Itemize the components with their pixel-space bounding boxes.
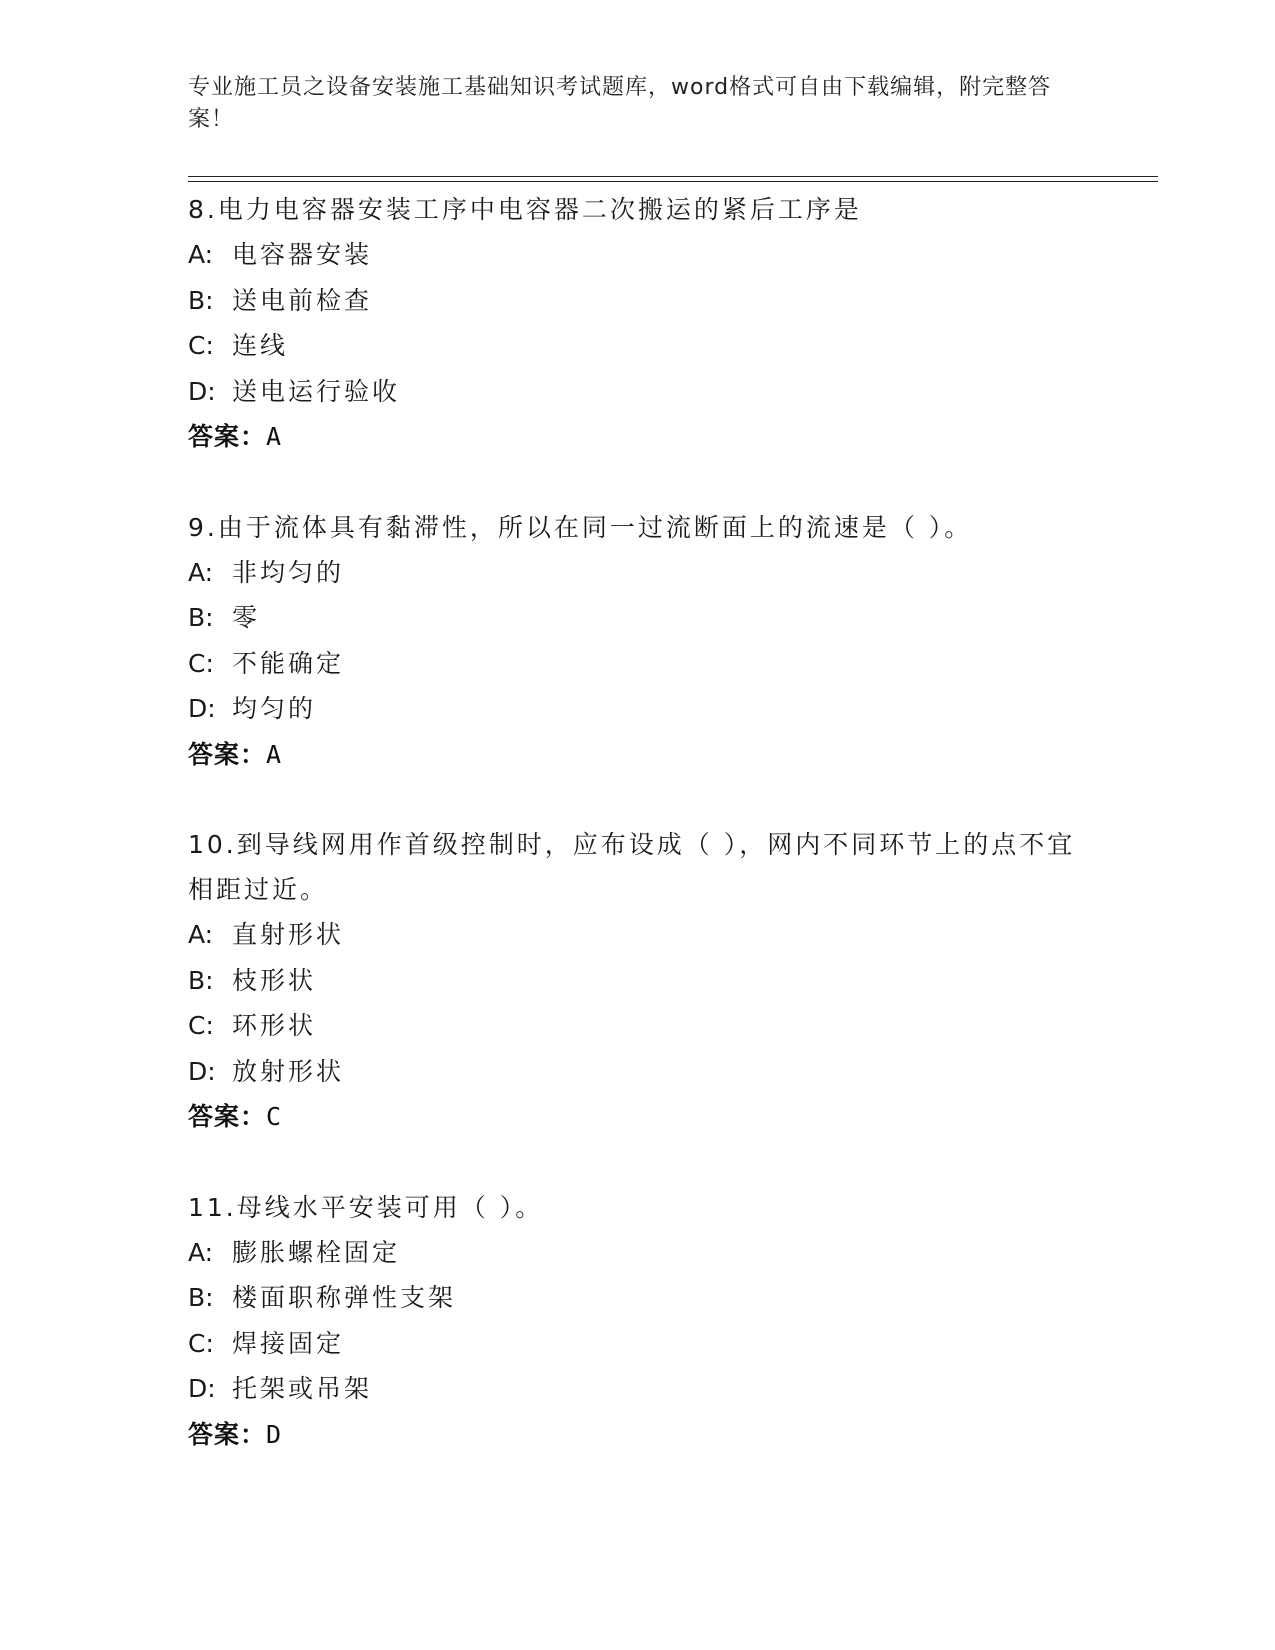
answer-value: A bbox=[266, 739, 283, 769]
option-letter: A: bbox=[188, 240, 214, 269]
option-a bbox=[188, 912, 1088, 958]
option-d bbox=[188, 1366, 1088, 1412]
option-text: 零 bbox=[232, 603, 261, 632]
option-c bbox=[188, 1321, 1088, 1367]
answer-line bbox=[188, 1094, 1088, 1140]
option-letter: B: bbox=[188, 285, 214, 315]
answer-label: 答案： bbox=[188, 739, 267, 769]
question-title: 10.到导线网用作首级控制时，应布设成（ ），网内不同环节上的点不宜相距过近。 bbox=[188, 830, 1076, 904]
answer-line bbox=[188, 414, 1088, 460]
option-text: 直射形状 bbox=[232, 920, 345, 949]
option-a bbox=[188, 232, 1088, 278]
question-list bbox=[188, 187, 1088, 1457]
option-b bbox=[188, 958, 1088, 1004]
option-text: 膨胀螺栓固定 bbox=[232, 1237, 401, 1267]
question-10 bbox=[188, 822, 1088, 1140]
option-letter: C: bbox=[188, 1011, 214, 1040]
option-text: 楼面职称弹性支架 bbox=[232, 1283, 457, 1312]
option-letter: D: bbox=[188, 376, 216, 406]
option-letter: D: bbox=[188, 1374, 216, 1403]
answer-value: D bbox=[266, 1419, 283, 1449]
option-letter: A: bbox=[188, 920, 214, 949]
option-a bbox=[188, 550, 1088, 596]
option-text: 环形状 bbox=[232, 1011, 317, 1040]
question-title: 9.由于流体具有黏滞性，所以在同一过流断面上的流速是（ ）。 bbox=[188, 512, 973, 542]
option-b bbox=[188, 278, 1088, 324]
option-text: 电容器安装 bbox=[232, 240, 373, 269]
question-spacer bbox=[188, 777, 1088, 822]
option-text: 不能确定 bbox=[232, 648, 345, 678]
option-letter: C: bbox=[188, 331, 214, 360]
option-b bbox=[188, 595, 1088, 641]
answer-label: 答案： bbox=[188, 1102, 267, 1131]
option-letter: B: bbox=[188, 1283, 214, 1312]
option-text: 放射形状 bbox=[232, 1056, 345, 1086]
option-text: 均匀的 bbox=[232, 694, 317, 723]
option-d bbox=[188, 1049, 1088, 1095]
option-letter: D: bbox=[188, 694, 216, 723]
option-c bbox=[188, 1003, 1088, 1049]
question-8 bbox=[188, 187, 1088, 460]
question-9 bbox=[188, 505, 1088, 778]
option-c bbox=[188, 323, 1088, 369]
option-letter: D: bbox=[188, 1056, 216, 1086]
question-title: 11.母线水平安装可用（ ）。 bbox=[188, 1192, 544, 1222]
option-text: 焊接固定 bbox=[232, 1328, 345, 1358]
question-spacer bbox=[188, 460, 1088, 505]
option-a bbox=[188, 1230, 1088, 1276]
option-letter: B: bbox=[188, 965, 214, 995]
option-c bbox=[188, 641, 1088, 687]
answer-label: 答案： bbox=[188, 422, 267, 451]
option-letter: C: bbox=[188, 1328, 214, 1358]
question-title: 8.电力电容器安装工序中电容器二次搬运的紧后工序是 bbox=[188, 195, 862, 224]
option-text: 托架或吊架 bbox=[232, 1374, 373, 1403]
question-11 bbox=[188, 1185, 1088, 1458]
header-divider-bottom bbox=[188, 181, 1158, 182]
option-text: 枝形状 bbox=[232, 965, 317, 995]
option-text: 送电前检查 bbox=[232, 285, 373, 315]
option-letter: B: bbox=[188, 603, 214, 632]
answer-line bbox=[188, 1412, 1088, 1458]
option-text: 非均匀的 bbox=[232, 557, 345, 587]
option-text: 连线 bbox=[232, 331, 289, 360]
option-letter: C: bbox=[188, 648, 214, 678]
answer-line bbox=[188, 732, 1088, 778]
option-d bbox=[188, 686, 1088, 732]
option-d bbox=[188, 369, 1088, 415]
option-text: 送电运行验收 bbox=[232, 376, 401, 406]
answer-value: C bbox=[266, 1102, 283, 1131]
document-header: 专业施工员之设备安装施工基础知识考试题库，word格式可自由下载编辑，附完整答案！ bbox=[188, 75, 1052, 132]
option-letter: A: bbox=[188, 1237, 214, 1267]
header-divider-top bbox=[188, 176, 1158, 177]
answer-label: 答案： bbox=[188, 1419, 267, 1449]
question-spacer bbox=[188, 1140, 1088, 1185]
option-letter: A: bbox=[188, 557, 214, 587]
answer-value: A bbox=[266, 422, 283, 451]
option-b bbox=[188, 1275, 1088, 1321]
